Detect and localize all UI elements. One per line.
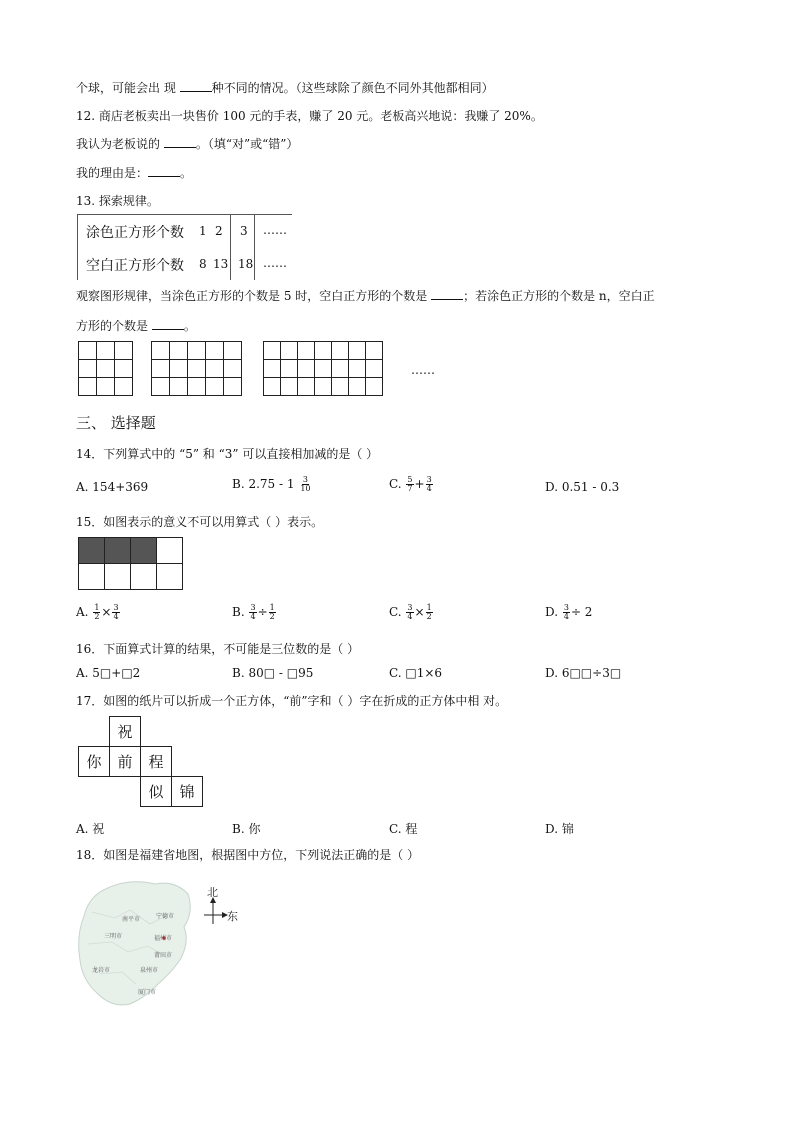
q11-text-pre: 个球，可能会出 现 — [76, 81, 180, 95]
denominator: 2 — [94, 612, 100, 621]
row-label-shaded: 涂色正方形个数 — [86, 225, 184, 241]
city-label-quanzhou: 泉州市 — [140, 967, 159, 974]
q13-text2-post: 。 — [183, 319, 196, 333]
net-face-bottom1: 似 — [141, 777, 172, 807]
operator: ÷ — [257, 605, 268, 619]
net-face-bottom2: 锦 — [172, 777, 203, 807]
row-label-blank: 空白正方形个数 — [86, 258, 184, 274]
q13-text1-pre: 观察图形规律，当涂色正方形的个数是 5 时，空白正方形的个数是 — [76, 289, 432, 303]
north-label: 北 — [207, 886, 218, 899]
q12-line3-pre: 我的理由是： — [76, 166, 149, 180]
cell: …… — [263, 223, 287, 237]
fujian-map — [70, 872, 250, 1017]
option-label: C. — [389, 605, 402, 619]
denominator: 2 — [426, 612, 432, 621]
numerator: 3 — [302, 475, 308, 484]
table-left-line — [77, 214, 78, 280]
q16-option-a[interactable]: A. 5□+□2 — [76, 666, 141, 680]
denominator: 7 — [407, 484, 413, 493]
shaded-cell — [131, 538, 157, 564]
city-label-fuzhou: 福州市 — [154, 935, 173, 942]
denominator: 4 — [426, 484, 432, 493]
fraction — [299, 476, 311, 493]
net-face-center: 前 — [110, 747, 141, 777]
answer-blank[interactable] — [148, 164, 180, 177]
city-label-longyan: 龙岩市 — [92, 967, 111, 974]
fraction — [269, 604, 276, 621]
blank-cell — [79, 564, 105, 590]
q16-option-c[interactable]: C. □1×6 — [389, 666, 443, 680]
city-label-ningde: 宁德市 — [156, 913, 175, 920]
fraction — [563, 604, 570, 621]
cell: 8 — [199, 257, 207, 271]
city-label-putian: 莆田市 — [154, 952, 173, 959]
compass-icon — [204, 897, 228, 924]
option-label: B. — [232, 605, 245, 619]
shaded-rectangle-figure — [78, 537, 183, 590]
net-face-right: 程 — [141, 747, 172, 777]
section-heading: 三、 选择题 — [76, 414, 156, 432]
option-b-text: B. 2.75 - 1 — [232, 477, 295, 491]
denominator: 4 — [250, 612, 256, 621]
pattern-grid-1 — [78, 341, 133, 396]
q15-option-d[interactable] — [545, 604, 592, 621]
cell: …… — [263, 256, 287, 270]
numerator: 1 — [269, 603, 275, 612]
blank-cell — [157, 564, 183, 590]
denominator: 10 — [300, 484, 311, 493]
grid-ellipsis: …… — [411, 363, 435, 377]
q16-stem: 16．下面算式计算的结果，不可能是三位数的是（ ） — [76, 642, 360, 656]
table-top-line — [77, 214, 292, 215]
numerator: 3 — [426, 475, 432, 484]
q13-text2-pre: 方形的个数是 — [76, 319, 152, 333]
numerator: 3 — [250, 603, 256, 612]
cell: 13 — [213, 257, 229, 271]
cell: 3 — [240, 224, 248, 238]
q12-line2-pre: 我认为老板说的 — [76, 137, 164, 151]
q14-option-a[interactable]: A. 154+369 — [76, 480, 149, 494]
numerator: 3 — [563, 603, 569, 612]
numerator: 3 — [407, 603, 413, 612]
cube-net — [78, 716, 203, 807]
blank-cell — [157, 538, 183, 564]
q14-option-d[interactable]: D. 0.51 - 0.3 — [545, 480, 620, 494]
fraction — [406, 476, 413, 493]
q14-option-c[interactable] — [389, 476, 434, 493]
q15-option-b[interactable] — [232, 604, 277, 621]
q17-option-c[interactable]: C. 程 — [389, 822, 418, 836]
q11-tail — [76, 79, 494, 96]
cell: 18 — [238, 257, 254, 271]
fraction — [426, 604, 433, 621]
shaded-cell — [105, 538, 131, 564]
fraction — [249, 604, 256, 621]
q12-stem: 12. 商店老板卖出一块售价 100 元的手表，赚了 20 元。老板高兴地说：我赚了 20%。 — [76, 109, 543, 123]
q16-option-d[interactable]: D. 6□□÷3□ — [545, 666, 622, 680]
net-face-left: 你 — [79, 747, 110, 777]
q13-question-line1 — [76, 287, 655, 304]
q12-line3-post: 。 — [180, 166, 193, 180]
q14-stem: 14．下列算式中的 “5” 和 “3” 可以直接相加减的是（ ） — [76, 447, 379, 461]
operator: × — [414, 605, 425, 619]
net-face-top: 祝 — [110, 717, 141, 747]
q12-line3 — [76, 164, 192, 181]
q17-stem: 17．如图的纸片可以折成一个正方体，“前”字和（ ）字在折成的正方体中相 对。 — [76, 694, 508, 708]
denominator: 2 — [269, 612, 275, 621]
fraction — [426, 476, 433, 493]
cell: 2 — [215, 224, 223, 238]
table-divider — [230, 214, 231, 280]
blank-cell — [131, 564, 157, 590]
q15-stem: 15．如图表示的意义不可以用算式（ ）表示。 — [76, 515, 324, 529]
operator: + — [414, 477, 425, 491]
q18-stem: 18．如图是福建省地图，根据图中方位，下列说法正确的是（ ） — [76, 848, 420, 862]
fraction — [112, 604, 119, 621]
operator: × — [101, 605, 112, 619]
q15-option-a[interactable] — [76, 604, 121, 621]
fraction — [93, 604, 100, 621]
q11-text-post: 种不同的情况。（这些球除了颜色不同外其他都相同） — [211, 81, 494, 95]
q17-option-d[interactable]: D. 锦 — [545, 822, 574, 836]
operator: ÷ 2 — [570, 605, 593, 619]
q12-line2-post: 。（填“对”或“错”） — [195, 137, 299, 151]
numerator: 3 — [113, 603, 119, 612]
pattern-grid-3 — [263, 341, 383, 396]
q16-option-b[interactable]: B. 80□ - □95 — [232, 666, 314, 680]
blank-cell — [105, 564, 131, 590]
answer-blank[interactable] — [164, 135, 196, 148]
table-divider — [254, 214, 255, 280]
answer-blank[interactable] — [152, 317, 184, 330]
cell: 1 — [199, 224, 207, 238]
numerator: 1 — [426, 603, 432, 612]
denominator: 4 — [113, 612, 119, 621]
city-label-sanming: 三明市 — [104, 933, 123, 940]
city-label-xiamen: 厦门市 — [138, 989, 157, 996]
option-label: C. — [389, 477, 402, 491]
q12-line2 — [76, 135, 298, 152]
q17-option-a[interactable]: A. 祝 — [76, 822, 105, 836]
city-label-nanping: 南平市 — [122, 916, 141, 923]
pattern-table — [77, 214, 292, 280]
q13-title: 13. 探索规律。 — [76, 194, 159, 208]
q13-text1-post: ；若涂色正方形的个数是 n，空白正 — [463, 289, 655, 303]
q15-option-c[interactable] — [389, 604, 434, 621]
denominator: 4 — [563, 612, 569, 621]
answer-blank[interactable] — [180, 79, 212, 92]
option-label: D. — [545, 605, 559, 619]
q14-option-b[interactable] — [232, 476, 313, 493]
pattern-grid-2 — [151, 341, 242, 396]
shaded-cell — [79, 538, 105, 564]
numerator: 5 — [407, 475, 413, 484]
option-label: A. — [76, 605, 89, 619]
east-label: 东 — [227, 910, 238, 923]
denominator: 4 — [407, 612, 413, 621]
q13-question-line2 — [76, 317, 196, 334]
q17-option-b[interactable]: B. 你 — [232, 822, 261, 836]
answer-blank[interactable] — [431, 287, 463, 300]
numerator: 1 — [94, 603, 100, 612]
fraction — [406, 604, 413, 621]
